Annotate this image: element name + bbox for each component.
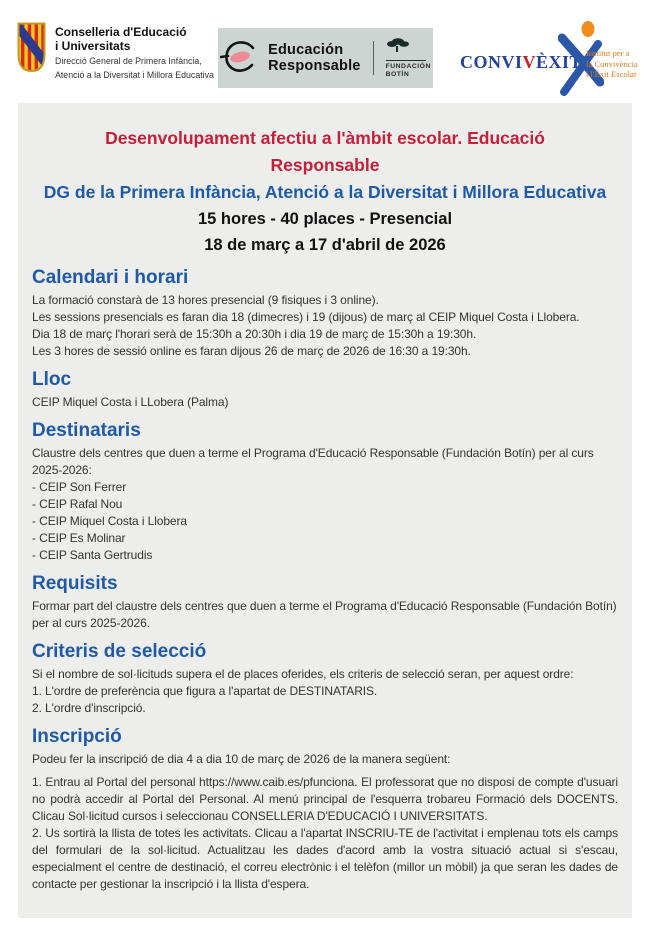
calendari-line: Les 3 hores de sessió online es faran dijous 26 de març de 2026 de 16:30 a 19:30h. xyxy=(32,344,471,358)
inscripcio-heading: Inscripció xyxy=(32,726,122,747)
calendari-line: La formació constarà de 13 hores presencial (9 fisiques i 3 online). xyxy=(32,293,379,307)
destinataris-intro: Claustre dels centres que duen a terme el Programa d'Educació Responsable (Fundación Botín) per al curs 2025-2026: xyxy=(32,446,594,477)
section-destinataris xyxy=(32,419,618,564)
botin-tree-icon xyxy=(386,37,410,58)
er-name-line1: Educación xyxy=(268,42,344,58)
requisits-heading: Requisits xyxy=(32,573,118,594)
convivexit-logo xyxy=(458,18,648,98)
title-block xyxy=(32,115,618,258)
criteris-line: 2. L'ordre d'inscripció. xyxy=(32,701,146,715)
section-requisits xyxy=(32,572,618,632)
balearic-shield-icon xyxy=(16,21,47,81)
list-item: - CEIP Miquel Costa i Llobera xyxy=(32,514,187,528)
list-item: - CEIP Son Ferrer xyxy=(32,480,127,494)
list-item: - CEIP Rafal Nou xyxy=(32,497,123,511)
requisits-line: Formar part del claustre dels centres que duen a terme el Programa d'Educació Responsable (Fundación Botín) per al curs 2025-2026. xyxy=(32,599,617,630)
conselleria-text xyxy=(55,21,214,81)
list-item: - CEIP Santa Gertrudis xyxy=(32,548,153,562)
criteris-line: Si el nombre de sol·licituds supera el de places oferides, els criteris de selecció seran, per aquest ordre: xyxy=(32,667,574,681)
er-name-line2: Responsable xyxy=(268,58,361,74)
fundacion-botin-logo xyxy=(386,37,431,79)
convivexit-wordmark: CONVIVÈXIT xyxy=(460,52,583,72)
logo-divider xyxy=(373,41,374,75)
section-calendari xyxy=(32,266,618,360)
document-body xyxy=(18,103,632,918)
section-lloc xyxy=(32,368,618,411)
convivexit-tagline xyxy=(586,48,638,80)
educacion-responsable-name xyxy=(268,42,360,74)
destinataris-heading: Destinataris xyxy=(32,420,141,441)
criteris-line: 1. L'ordre de preferència que figura a l'apartat de DESTINATARIS. xyxy=(32,684,378,698)
inscripcio-step-2: 2. Us sortirà la llista de totes les activitats. Clicau a l'apartat INSCRIU-TE de l'activitat i emplenau tots els camps del formulari de la sol·licitud. Actualitzau les dades d'acord amb la vostra situació actual si s'escau, especialment el centre de destinació, el correu electrònic i el telèfon (millor un mòbil) ja que seran les dades de contacte per gestionar la inscripció i la llista d'espera. xyxy=(32,826,618,891)
list-item: - CEIP Es Molinar xyxy=(32,531,126,545)
cx-tagline-line1: Institut per a xyxy=(586,48,630,58)
course-info-dates: 18 de març a 17 d'abril de 2026 xyxy=(204,236,446,254)
educacion-responsable-e-icon xyxy=(220,36,260,81)
botin-text-line1: FUNDACIÓN xyxy=(385,63,431,70)
conselleria-sub-line2: Atenció a la Diversitat i Millora Educativa xyxy=(55,70,214,80)
calendari-line: Les sessions presencials es faran dia 18 (dimecres) i 19 (dijous) de març al CEIP Miquel Costa i Llobera. xyxy=(32,310,580,324)
cx-tagline-line3: i l'Èxit Escolar xyxy=(586,69,637,79)
botin-text-line2: BOTÍN xyxy=(385,71,410,78)
criteris-heading: Criteris de selecció xyxy=(32,641,207,662)
inscripcio-step-1: 1. Entrau al Portal del personal https://www.caib.es/pfunciona. El professorat que no disposi de compte d'usuari no podrà accedir al Portal del Personal. Al menú principal de l'esquerra trobareu Formació dels DOCENTS. Clicau Sol·licitud cursos i seleccionau CONSELLERIA D'EDUCACIÓ I UNIVERSITATS. xyxy=(32,775,618,823)
page-header xyxy=(0,0,650,103)
course-title: Desenvolupament afectiu a l'àmbit escolar. Educació Responsable xyxy=(105,128,545,175)
lloc-heading: Lloc xyxy=(32,369,72,390)
section-inscripcio xyxy=(32,725,618,893)
lloc-line: CEIP Miquel Costa i LLobera (Palma) xyxy=(32,395,229,409)
cx-tagline-line2: la Convivència xyxy=(586,58,638,69)
conselleria-title-line2: i Universitats xyxy=(55,39,131,53)
botin-rule xyxy=(386,60,426,61)
conselleria-logo xyxy=(16,21,214,81)
calendari-line: Dia 18 de març l'horari serà de 15:30h a 20:30h i dia 19 de març de 15:30h a 19:30h. xyxy=(32,327,477,341)
course-info-hours: 15 hores - 40 places - Presencial xyxy=(197,210,453,228)
calendari-heading: Calendari i horari xyxy=(32,267,189,288)
section-criteris xyxy=(32,640,618,717)
conselleria-title-line1: Conselleria d'Educació xyxy=(55,25,187,39)
inscripcio-intro: Podeu fer la inscripció de dia 4 a dia 10 de març de 2026 de la manera següent: xyxy=(32,752,451,766)
conselleria-sub-line1: Direcció General de Primera Infància, xyxy=(55,56,202,66)
educacion-responsable-logo xyxy=(218,28,433,88)
organizer-title: DG de la Primera Infància, Atenció a la Diversitat i Millora Educativa xyxy=(43,182,607,202)
